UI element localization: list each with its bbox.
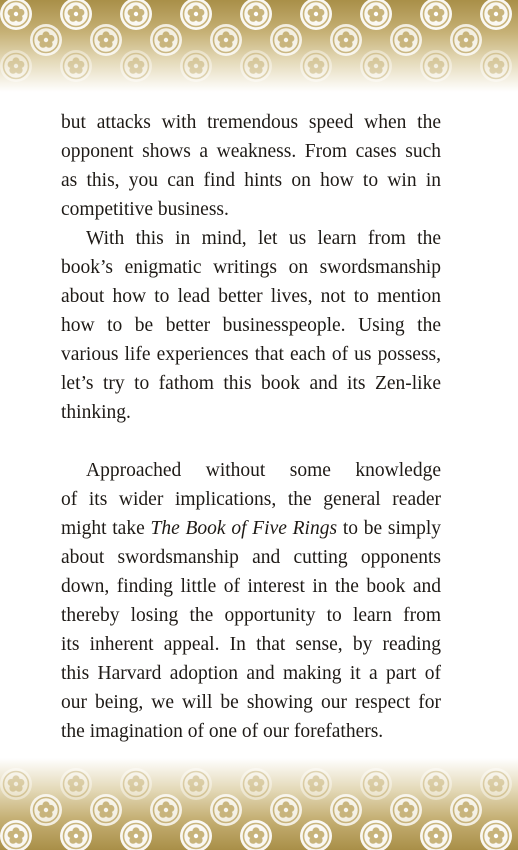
paragraph-3 — [61, 456, 441, 746]
text-line: thereby losing the opportunity to learn from — [61, 605, 441, 626]
text-line: competitive business. — [61, 199, 229, 220]
text-line: of its wider implications, the general reader — [61, 489, 441, 510]
text-line: its inherent appeal. In that sense, by reading — [61, 634, 441, 655]
text-line: thinking. — [61, 402, 131, 423]
page-body-text — [61, 108, 441, 746]
text-fragment: might take — [61, 518, 151, 539]
text-fragment: to be simply — [337, 518, 441, 539]
text-line: about how to lead better lives, not to mention — [61, 286, 441, 307]
text-line: various life experiences that each of us possess, — [61, 344, 441, 365]
text-line: With this in mind, let us learn from the — [86, 228, 441, 249]
text-line: down, finding little of interest in the book and — [61, 576, 441, 597]
paragraph-2 — [61, 224, 441, 427]
top-crest-band — [0, 0, 518, 92]
text-line: let’s try to fathom this book and its Zen-like — [61, 373, 441, 394]
bottom-crest-band — [0, 758, 518, 850]
text-line: book’s enigmatic writings on swordsmanship — [61, 257, 441, 278]
text-line: but attacks with tremendous speed when the — [61, 112, 441, 133]
text-line: opponent shows a weakness. From cases such — [61, 141, 441, 162]
text-line: as this, you can find hints on how to win in — [61, 170, 441, 191]
text-line: Approached without some knowledge — [86, 460, 441, 481]
book-title: The Book of Five Rings — [150, 518, 338, 539]
crest-pattern — [0, 0, 518, 92]
text-line: our being, we will be showing our respect for — [61, 692, 441, 713]
text-line-with-title — [61, 514, 441, 543]
paragraph-1 — [61, 108, 441, 224]
crest-pattern — [0, 758, 518, 850]
text-line: this Harvard adoption and making it a part of — [61, 663, 441, 684]
text-line: about swordsmanship and cutting opponents — [61, 547, 441, 568]
text-line: the imagination of one of our forefathers. — [61, 721, 384, 742]
text-line: how to be better businesspeople. Using the — [61, 315, 441, 336]
